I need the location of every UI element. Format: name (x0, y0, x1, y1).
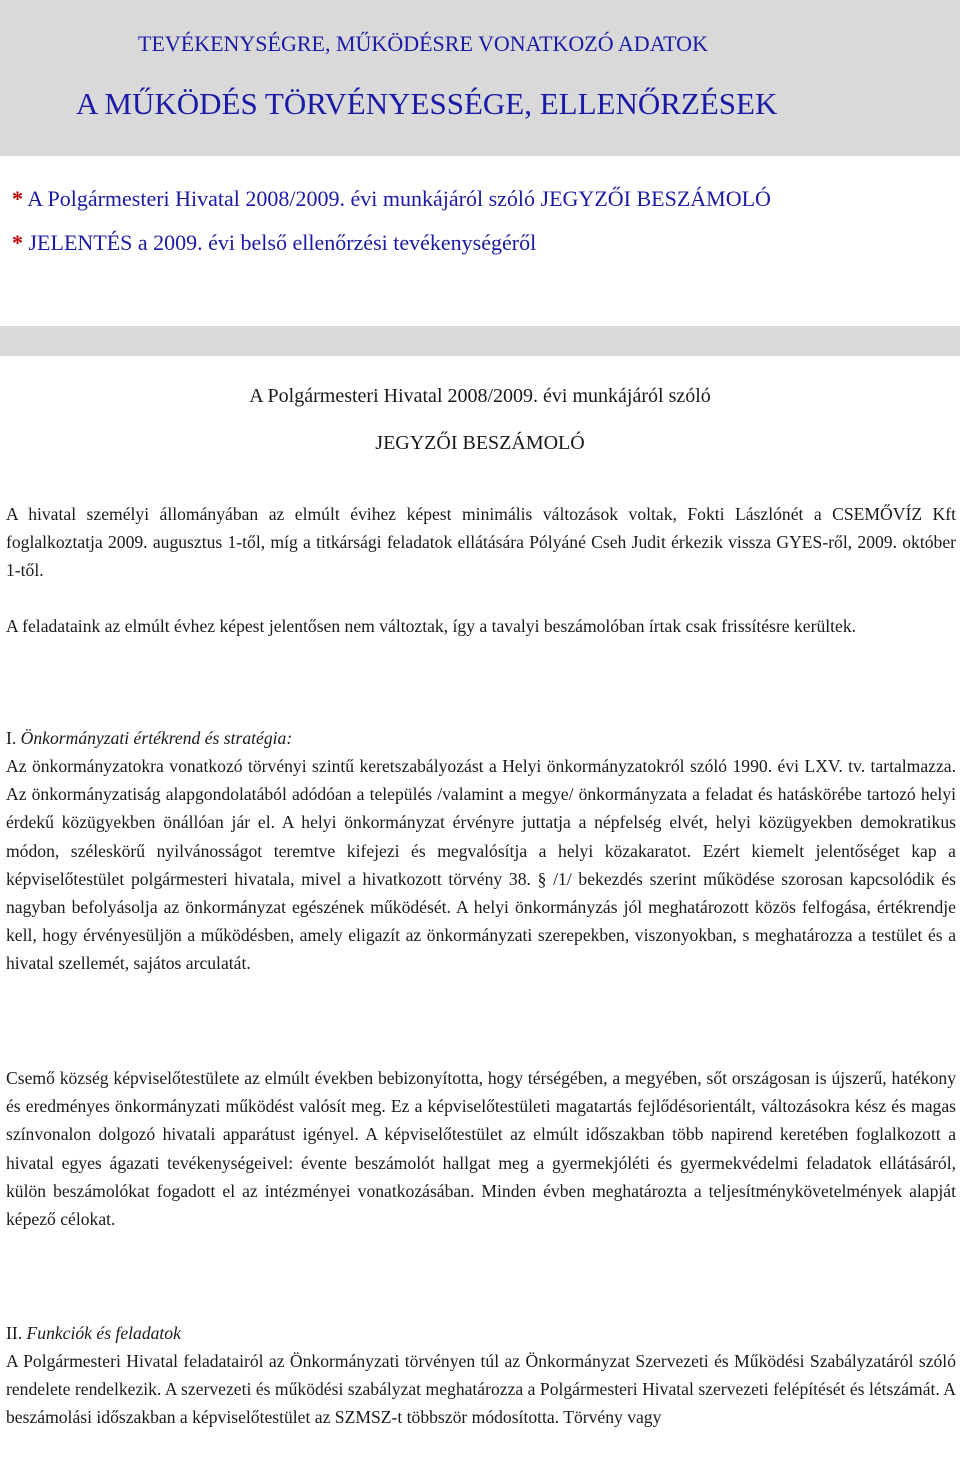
content-subtitle: JEGYZŐI BESZÁMOLÓ (375, 432, 585, 454)
content-title: A Polgármesteri Hivatal 2008/2009. évi munkájáról szóló (249, 385, 711, 407)
header-band (0, 0, 960, 156)
header-item-text: A Polgármesteri Hivatal 2008/2009. évi munkájáról szóló JEGYZŐI BESZÁMOLÓ (27, 186, 771, 211)
header-title: A MŰKÖDÉS TÖRVÉNYESSÉGE, ELLENŐRZÉSEK (76, 86, 778, 121)
bullet-asterisk: * (12, 230, 23, 255)
section-title: Funkciók és feladatok (26, 1323, 181, 1343)
section-body: Az önkormányzatokra vonatkozó törvényi szintű keretszabályozást a Helyi önkormányzatokról szóló 1990. évi LXV. tv. tartalmazza. Az önkormányzatiság alapgondolatából adódóan a település /valamint a megye/ önkormányzata a feladat és hatáskörébe tartozó helyi érdekű közügyekben önállóan jár el. A helyi önkormányzat érvényre juttatja a népfelség elvét, helyi közügyekben demokratikus módon, széleskörű nyilvánosságot teremtve kifejezi és megvalósítja a helyi közakaratot. Ezért kiemelt jelentőséget kap a képviselőtestület polgármesteri hivatala, mivel a hivatkozott törvény 38. § /1/ bekezdés szerint működése szorosan kapcsolódik és nagyban befolyásolja az önkormányzat egészének működését. A helyi önkormányzás jól meghatározott közös felfogása, értékrendje kell, hogy érvényesüljön a működésben, amely eligazít az önkormányzati szerepekben, viszonyokban, s meghatározza a testület és a hivatal szellemét, sajátos arculatát. (6, 756, 956, 974)
section-number: II. (6, 1323, 23, 1343)
section-number: I. (6, 728, 17, 748)
paragraph-tasks: A feladataink az elmúlt évhez képest jelentősen nem változtak, így a tavalyi beszámolóban írtak csak frissítésre kerültek. (6, 616, 857, 636)
header-item (12, 230, 536, 256)
header-item (12, 186, 771, 212)
section-heading (6, 1319, 181, 1347)
divider-band (0, 326, 960, 356)
header-subtitle: TEVÉKENYSÉGRE, MŰKÖDÉSRE VONATKOZÓ ADATOK (138, 31, 708, 56)
section-title: Önkormányzati értékrend és stratégia: (20, 728, 293, 748)
header-item-text: JELENTÉS a 2009. évi belső ellenőrzési tevékenységéről (28, 230, 537, 255)
section-body: A Polgármesteri Hivatal feladatairól az Önkormányzati törvényen túl az Önkormányzat Szervezeti és Működési Szabályzatáról szóló rendelete rendelkezik. A szervezeti és működési szabályzat meghatározza a Polgármesteri Hivatal szervezeti felépítését és létszámát. A beszámolási időszakban a képviselőtestület az SZMSZ-t többször módosította. Törvény vagy (6, 1351, 956, 1428)
section-body: Csemő község képviselőtestülete az elmúlt években bebizonyította, hogy térségében, a megyében, sőt országosan is újszerű, hatékony és eredményes önkormányzati működést valósít meg. Ez a képviselőtestületi magatartás fejlődésorientált, változásokra kész és magas színvonalon dolgozó hivatali apparátust igényel. A képviselőtestület az elmúlt időszakban több napirend keretében foglalkozott a hivatal egyes ágazati tevékenységeivel: évente beszámolót hallgat meg a gyermekjóléti és gyermekvédelmi feladatok ellátásáról, külön beszámolókat fogadott el az intézményei vonatkozásában. Minden évben meghatározta a teljesítménykövetelmények alapját képező célokat. (6, 1068, 956, 1230)
paragraph-staff: A hivatal személyi állományában az elmúlt évihez képest minimális változások voltak, Fokti Lászlónét a CSEMŐVÍZ Kft foglalkoztatja 2009. augusztus 1-től, míg a titkársági feladatok ellátására Pólyáné Cseh Judit érkezik vissza GYES-ről, 2009. október 1-től. (6, 504, 956, 581)
section-heading (6, 724, 292, 752)
bullet-asterisk: * (12, 186, 23, 211)
